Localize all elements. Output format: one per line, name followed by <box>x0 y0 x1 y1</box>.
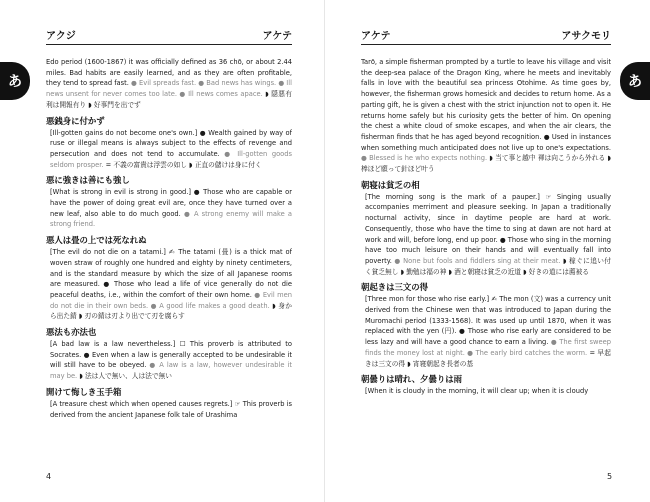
continued-related-proverbs: ◗ 隠悪有利は開報有り ◗ 好事門を出でず <box>46 90 292 109</box>
entry-body <box>46 128 292 171</box>
entry-definition: [A treasure chest which when opened causes regrets.] ☞ This proverb is derived from the ancient Japanese folk tale of Urashima <box>50 399 292 419</box>
continued-body: Tarō, a simple fisherman prompted by a turtle to leave his village and visit the deep-sea palace of the Dragon King, where he meets and inevitably falls in love with the beautiful sea princess Otohime. As time goes by, however, the fisherman grows homesick and decides to return home. As a parting gift, he is given a chest with the strict injunction not to open it. He returns home safely but his curiosity gets the better of him. On opening the chest a white cloud of smoke escapes, and when the air clears, the fisherman finds that he has aged beyond recognition. ● Used in instances when something much anticipated does not live up to one's expectations. <box>361 58 611 152</box>
entry-body <box>361 294 611 369</box>
entry-related-proverbs: = 早起きは三文の得 ◗ 宵寝朝起き長者の基 <box>365 348 611 368</box>
entry-equivalent-proverbs: ● None but fools and fiddlers sing at their meat. <box>394 256 561 265</box>
left-running-header <box>46 26 292 42</box>
entry-equivalent-proverbs: ● Evil men do not die in their own beds. ● A good life makes a good death. <box>50 290 292 310</box>
entry-body <box>46 247 292 322</box>
entry-body <box>46 339 292 382</box>
dictionary-entry <box>46 175 292 230</box>
right-page-number: 5 <box>607 472 613 481</box>
entry-body <box>361 192 611 278</box>
left-continued-text <box>46 57 292 111</box>
entry-headword: 悪人は畳の上では死なれぬ <box>46 235 147 246</box>
entry-definition: [The evil do not die on a tatami.] ✍ The tatami (畳) is a thick mat of woven straw of roughly one hundred and eighty by ninety centimeters, and is the standard measure by which the size of all Japanese rooms are measured. ● Those who lead a life of vice generally do not die peaceful deaths, i.e., within the comfort of their own home. <box>50 248 292 299</box>
entry-definition: [Three mon for those who rise early.] ✍ The mon (文) was a currency unit derived from the Chinese wen that was introduced to Japan during the Muromachi period (1333-1568). It was used up until 1870, when it was replaced with the yen (円). ● Those who rise early are considered to be less lazy and will have a good chance to earn a living. <box>365 295 611 347</box>
dictionary-entry <box>46 387 292 420</box>
entry-equivalent-proverbs: ● The first sweep finds the money lost at night. ● The early bird catches the worm. <box>365 338 611 357</box>
dictionary-entry <box>46 116 292 171</box>
entry-body <box>46 399 292 420</box>
left-header-end-word: アケテ <box>262 30 292 42</box>
dictionary-entry <box>361 180 611 278</box>
dictionary-entry <box>361 374 611 397</box>
right-page <box>325 0 650 502</box>
entry-headword: 悪に強きは善にも強し <box>46 175 130 186</box>
entry-related-proverbs: = 不義の富貴は浮雲の如し ◗ 正直の儲けは身に付く <box>105 160 262 169</box>
entry-body <box>361 386 611 397</box>
dictionary-entry <box>46 235 292 322</box>
entry-headword: 悪銭身に付かず <box>46 115 105 126</box>
entry-related-proverbs: ◗ 身から出た錆 ◗ 刃の錆は刃より出でて刃を腐らす <box>50 301 292 321</box>
entry-headword: 悪法も亦法也 <box>46 327 97 338</box>
entry-headword: 開けて悔しき玉手箱 <box>46 386 122 397</box>
entry-definition: [Ill-gotten gains do not become one's own.] ● Wealth gained by way of ruse or illegal means is always subject to the effects of revenge and persecution and does not tend to accumulate. <box>50 128 292 158</box>
right-continued-text <box>361 57 611 175</box>
entry-headword: 朝起きは三文の得 <box>361 282 428 293</box>
right-header-end-word: アサクモリ <box>561 30 611 42</box>
right-header-start-word: アケテ <box>361 30 391 42</box>
entry-definition: [What is strong in evil is strong in good.] ● Those who are capable or have the power of doing great evil are, once they have turned over a new leaf, also able to do much good. <box>50 188 292 218</box>
entry-headword: 朝曇りは晴れ、夕曇りは雨 <box>361 374 463 385</box>
left-header-rule <box>46 44 292 45</box>
continued-equivalent-proverbs: ● Blessed is he who expects nothing. <box>361 154 488 163</box>
entry-definition: [The morning song is the mark of a pauper.] ☞ Singing usually accompanies merriment and pleasure seeking. In Japan a traditionally nocturnal activity, since in daytime people are hard at work. Consequently, those who have the time to sing at dawn are not hard at work and will, before long, end up poor. ● Those who sing in the morning have too much leisure on their hands and will eventually fall into poverty. <box>365 192 611 265</box>
right-header-rule <box>361 44 611 45</box>
entry-equivalent-proverbs: ● A strong enemy will make a strong friend. <box>50 209 292 229</box>
left-kana-index-tab[interactable]: あ <box>0 62 30 100</box>
right-running-header <box>361 26 611 42</box>
entry-headword: 朝寝は貧乏の相 <box>361 179 420 190</box>
entry-definition: [A bad law is a law nevertheless.] ☐ This proverb is attributed to Socrates. ● Even when a law is generally accepted to be undesirable it will still have to be obeyed. <box>50 340 292 370</box>
dictionary-entry <box>361 282 611 369</box>
entry-definition: [When it is cloudy in the morning, it will clear up; when it is cloudy <box>365 387 589 396</box>
continued-equivalent-proverbs: ● Evil spreads fast. ● Bad news has wings. ● Ill news unsent for never comes too late. ● Ill news comes apace. <box>46 79 292 99</box>
entry-equivalent-proverbs: ● A law is a law, however undesirable it may be. <box>50 361 292 381</box>
right-kana-index-tab[interactable]: あ <box>620 62 650 100</box>
dictionary-entry <box>46 327 292 382</box>
left-page-number: 4 <box>46 472 52 481</box>
continued-body: Edo period (1600-1867) it was officially defined as 36 chō, or about 2.44 miles. Bad habits are easily learned, and as they are often profitable, they tend to spread fast. <box>46 58 292 88</box>
entry-equivalent-proverbs: ● Ill-gotten goods seldom prosper. <box>50 149 292 169</box>
entry-related-proverbs: ◗ 稼ぐに追い付く貧乏無し ◗ 勤勉は福の神 ◗ 酒と朝寝は貧乏の近道 ◗ 好きの道には薦被る <box>365 256 611 276</box>
left-page-content <box>46 57 292 492</box>
left-header-start-word: アクジ <box>46 30 76 42</box>
right-page-content <box>361 57 611 492</box>
continued-related-proverbs: ◗ 当て事と越中 褌は向こうから外れる ◗ 棒ほど願って針ほど叶う <box>361 154 611 174</box>
entry-related-proverbs: ◗ 法は人で無い、人は法で無い <box>79 372 172 381</box>
entry-body <box>46 187 292 230</box>
